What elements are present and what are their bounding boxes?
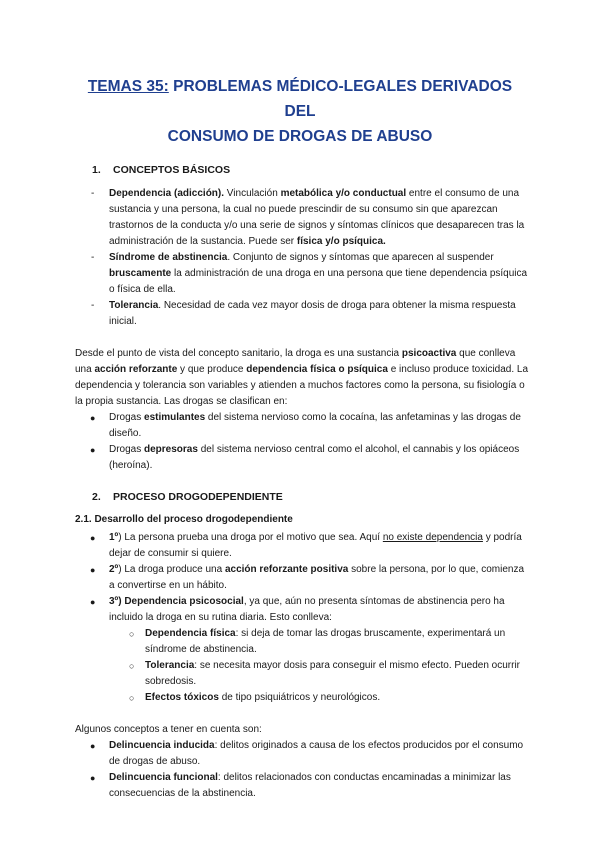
- circle-marker: ○: [129, 693, 135, 703]
- dash-marker: -: [91, 188, 95, 199]
- list-item-depresoras: [75, 442, 529, 474]
- text: : se necesita mayor dosis para conseguir el mismo efecto. Pueden ocurrir sobredosis.: [145, 660, 520, 687]
- bullet-marker: ●: [90, 445, 96, 455]
- text: Vinculación: [224, 188, 281, 199]
- bullet-marker: ●: [90, 773, 96, 783]
- term-estimulantes: estimulantes: [144, 412, 206, 423]
- text: ) La persona prueba una droga por el motivo que sea. Aquí: [118, 532, 383, 543]
- step-number: 1º: [109, 532, 119, 543]
- page-title: [75, 0, 525, 149]
- text: de tipo psiquiátricos y neurológicos.: [218, 692, 381, 703]
- term-depresoras: depresoras: [144, 444, 198, 455]
- term-sindrome: Síndrome de abstinencia: [109, 252, 228, 263]
- section-1-title: CONCEPTOS BÁSICOS: [113, 164, 231, 176]
- title-line2: CONSUMO DE DROGAS DE ABUSO: [167, 128, 433, 145]
- circle-marker: ○: [129, 661, 135, 671]
- list-item-delincuencia-funcional: [75, 770, 529, 802]
- list-item-tolerancia: [75, 298, 529, 330]
- text: y que produce: [177, 364, 247, 375]
- term-efectos-toxicos: Efectos tóxicos: [145, 692, 219, 703]
- title-prefix: TEMAS 35:: [87, 78, 169, 95]
- dash-marker: -: [91, 300, 95, 311]
- term-bruscamente: bruscamente: [109, 268, 172, 279]
- term-psicoactiva: psicoactiva: [401, 348, 457, 359]
- term-tolerancia: Tolerancia: [145, 660, 195, 671]
- term-dependencia-fisica: Dependencia física: [145, 628, 236, 639]
- text: : delitos originados a causa de los efectos producidos por el consumo de drogas de abuso.: [109, 740, 524, 767]
- section-2-heading: [75, 491, 600, 503]
- term-delincuencia-inducida: Delincuencia inducida: [109, 740, 215, 751]
- paragraph-conceptos: Algunos conceptos a tener en cuenta son:: [75, 724, 262, 735]
- bullet-marker: ●: [90, 741, 96, 751]
- list-item-step-1: [75, 530, 529, 562]
- text: . Necesidad de cada vez mayor dosis de droga para obtener la misma respuesta inicial.: [109, 300, 516, 327]
- term-delincuencia-funcional: Delincuencia funcional: [109, 772, 218, 783]
- text: del sistema nervioso como la cocaína, las anfetaminas y las drogas de diseño.: [109, 412, 521, 439]
- list-item-delincuencia-inducida: [75, 738, 529, 770]
- sub-list-item-efectos-toxicos: [75, 690, 528, 706]
- list-item-step-3: [75, 594, 529, 626]
- sub-list-item-dependencia-fisica: [75, 626, 528, 658]
- list-item-sindrome: [75, 250, 529, 298]
- bullet-marker: ●: [90, 565, 96, 575]
- bullet-marker: ●: [90, 533, 96, 543]
- text: del sistema nervioso central como el alcohol, el cannabis y los opiáceos (heroína).: [109, 444, 520, 471]
- list-item-estimulantes: [75, 410, 529, 442]
- sub-list-item-tolerancia: [75, 658, 528, 690]
- term-tolerancia: Tolerancia: [109, 300, 159, 311]
- term-accion-reforzante-positiva: acción reforzante positiva: [224, 564, 349, 575]
- section-2-title: PROCESO DROGODEPENDIENTE: [113, 491, 283, 503]
- step-number: 2º: [109, 564, 119, 575]
- term-dependencia-psicosocial: 3º) Dependencia psicosocial: [109, 596, 244, 607]
- text: la administración de una droga en una persona que tiene dependencia psíquica o física de ella.: [109, 268, 528, 295]
- list-item-step-2: [75, 562, 529, 594]
- section-2-number: 2.: [92, 491, 101, 503]
- bullet-marker: ●: [90, 413, 96, 423]
- text: : delitos relacionados con conductas encaminadas a minimizar las consecuencias de la abstinencia.: [109, 772, 511, 799]
- bullet-marker: ●: [90, 597, 96, 607]
- dash-marker: -: [91, 252, 95, 263]
- term-dependencia: Dependencia (adicción).: [109, 188, 225, 199]
- term-no-dependencia: no existe dependencia: [382, 532, 483, 543]
- text: : si deja de tomar las drogas bruscamente, experimentará un síndrome de abstinencia.: [145, 628, 506, 655]
- subsection-2-1-heading: 2.1. Desarrollo del proceso drogodependiente: [75, 514, 293, 525]
- term-fisica-psiquica: física y/o psíquica.: [296, 236, 386, 247]
- section-1-number: 1.: [92, 164, 101, 176]
- text: sobre la persona, por lo que, comienza a convertirse en un hábito.: [109, 564, 525, 591]
- text: Drogas: [109, 444, 145, 455]
- text: entre el consumo de una sustancia y una persona, la cual no puede prescindir de su consumo sin que aparezcan trastornos de la conducta y/o una serie de signos y síntomas clínicos que desaparecen tras la administración de la sustancia. Puede ser: [109, 188, 525, 247]
- section-1-heading: [75, 164, 600, 176]
- term-accion-reforzante: acción reforzante: [94, 364, 178, 375]
- term-dependencia-fisica: dependencia física o psíquica: [246, 364, 388, 375]
- list-item-dependencia: [75, 186, 529, 250]
- text: Drogas: [109, 412, 145, 423]
- text: Desde el punto de vista del concepto sanitario, la droga es una sustancia: [75, 348, 402, 359]
- text: , ya que, aún no presenta síntomas de abstinencia pero ha incluido la droga en su rutina diaria. Esto conlleva:: [109, 596, 505, 623]
- text: ) La droga produce una: [118, 564, 225, 575]
- text: que conlleva una: [75, 348, 516, 375]
- circle-marker: ○: [129, 629, 135, 639]
- title-line1: PROBLEMAS MÉDICO-LEGALES DERIVADOS DEL: [168, 78, 513, 120]
- text: . Conjunto de signos y síntomas que aparecen al suspender: [227, 252, 494, 263]
- paragraph-concepto-sanitario: [75, 346, 530, 410]
- text: y podría dejar de consumir si quiere.: [109, 532, 522, 559]
- term-metabolica: metabólica y/o conductual: [280, 188, 407, 199]
- text: e incluso produce toxicidad. La dependencia y tolerancia son variables y atienden a muchos factores como la persona, su fisiología o la propia sustancia. Las drogas se clasifican en:: [75, 364, 529, 407]
